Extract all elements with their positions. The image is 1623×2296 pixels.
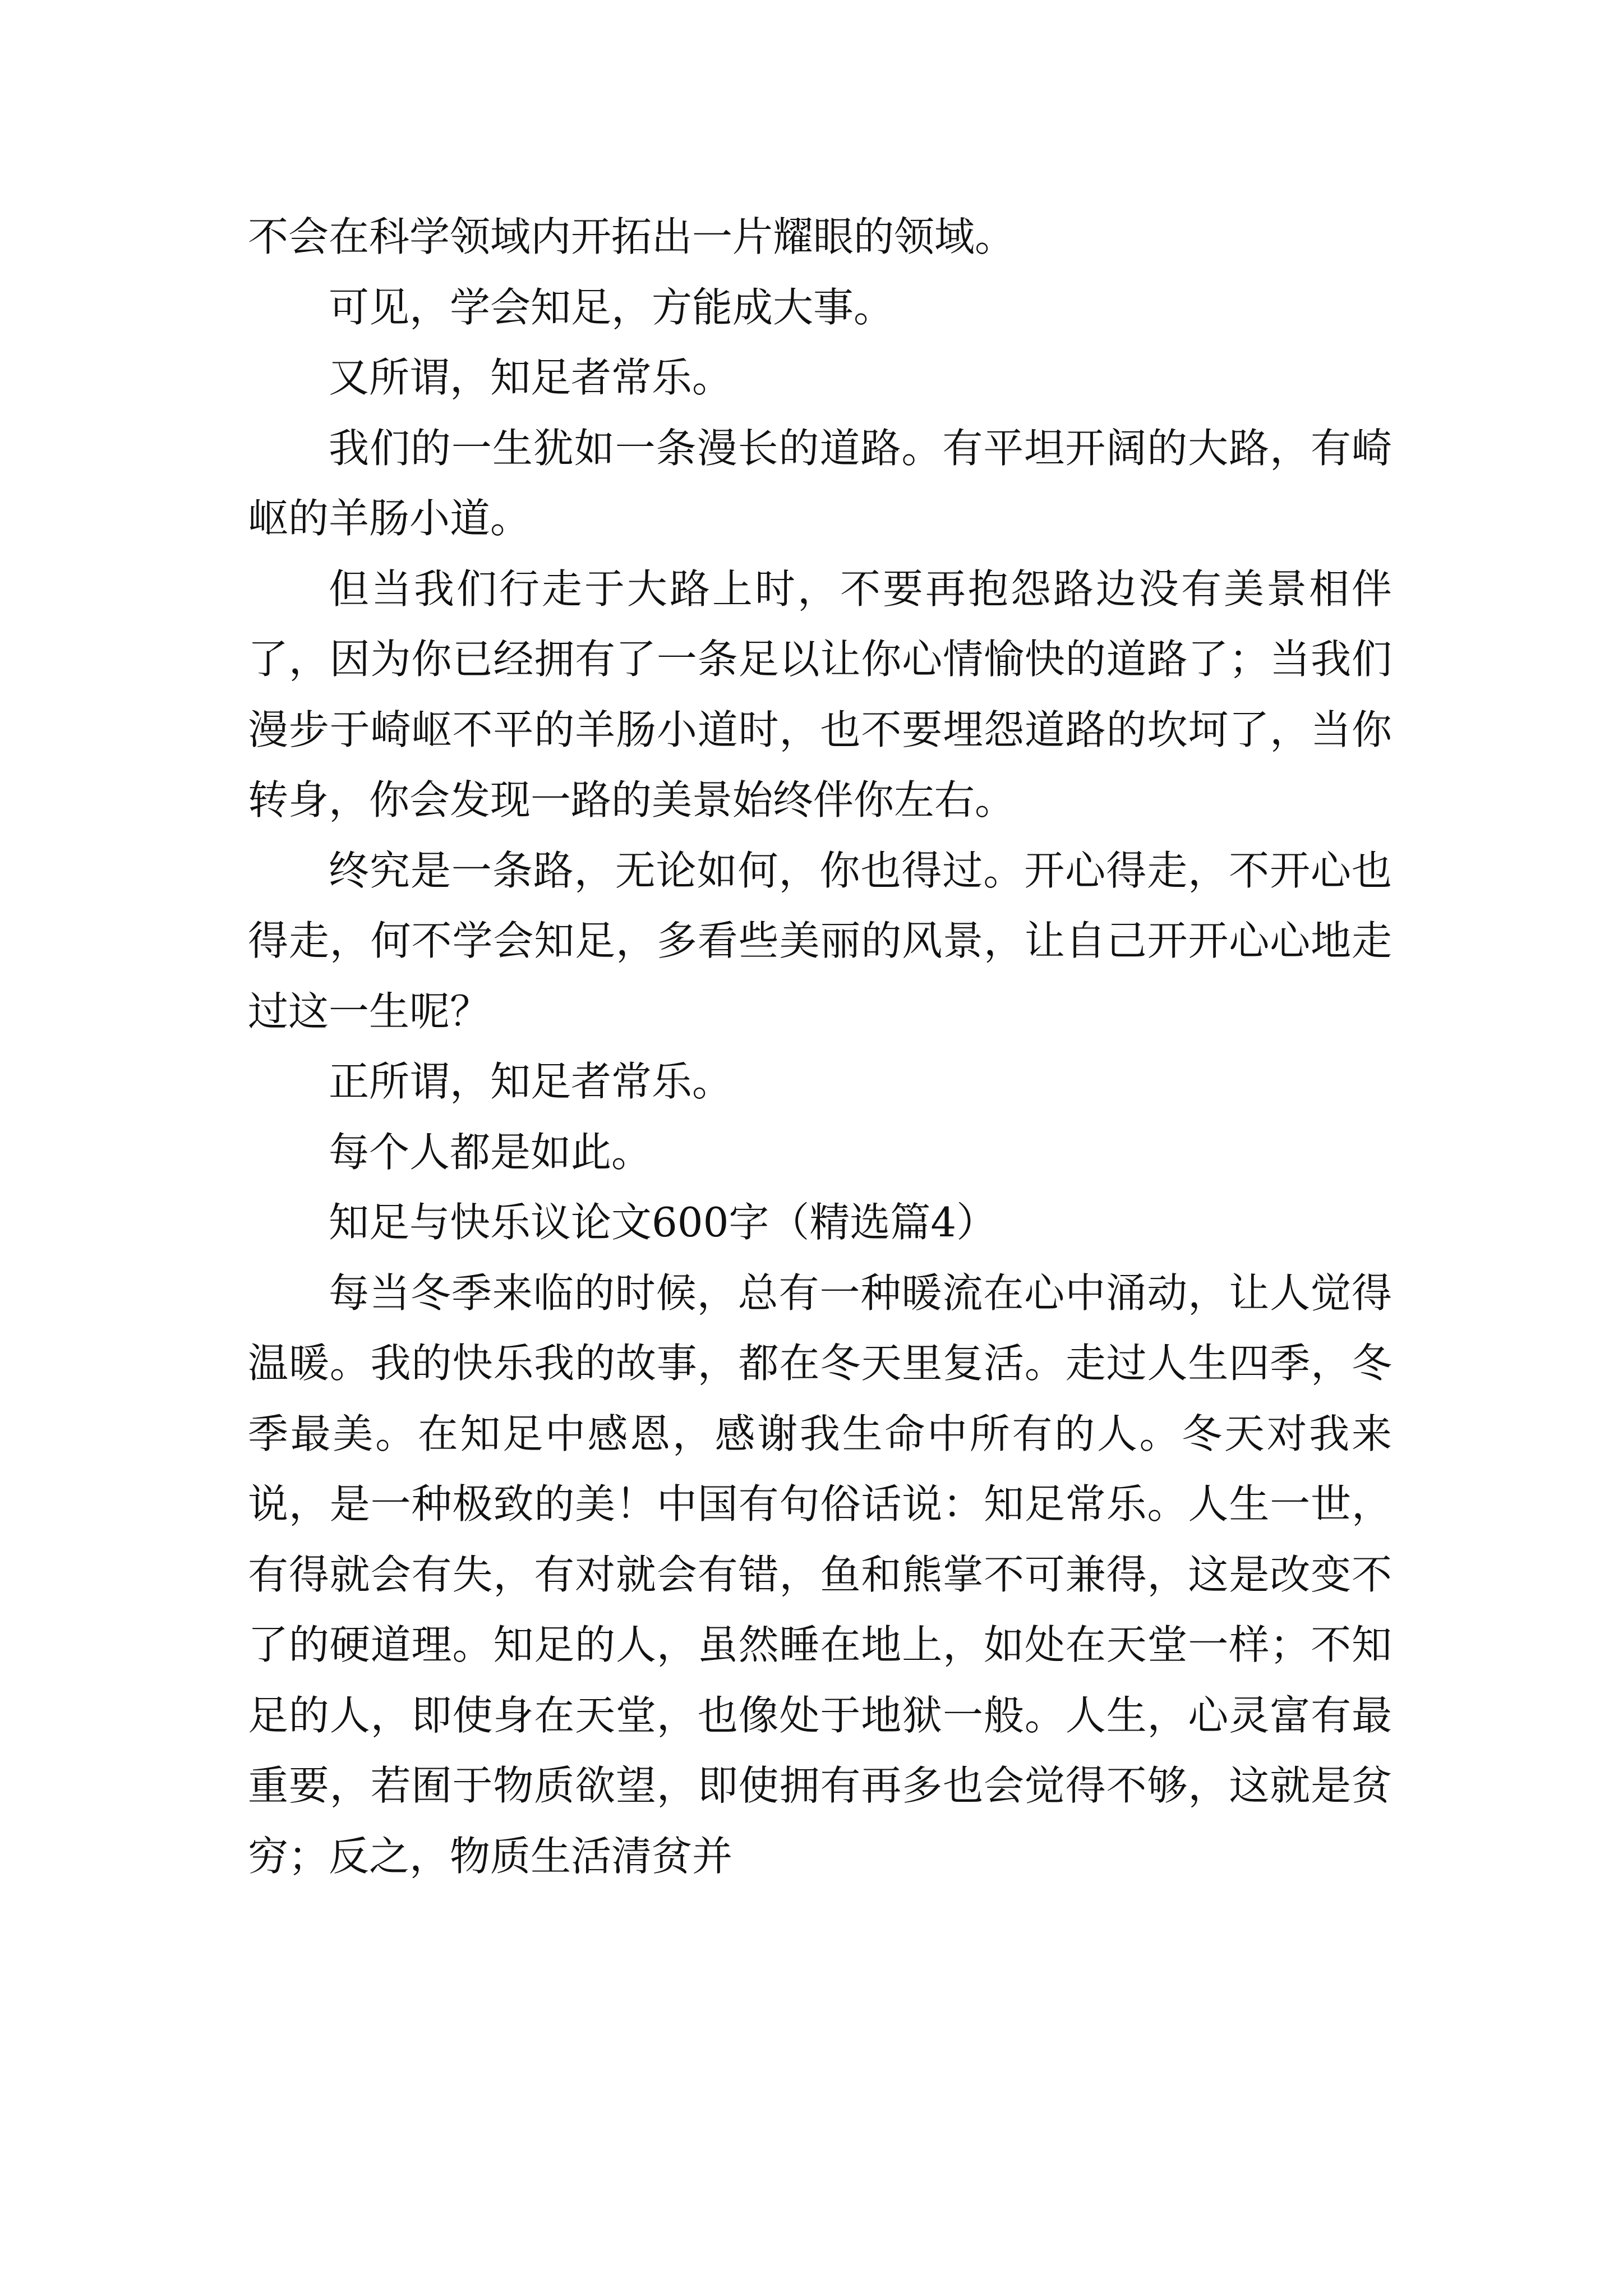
- paragraph: 每个人都是如此。: [329, 1128, 652, 1176]
- paragraph: 我们的一生犹如一条漫长的道路。有平坦开阔的大路，有崎岖的羊肠小道。: [248, 424, 1392, 542]
- paragraph: 可见，学会知足，方能成大事。: [329, 283, 895, 331]
- paragraph: 不会在科学领域内开拓出一片耀眼的领域。: [248, 213, 1016, 260]
- paragraph: 正所谓，知足者常乐。: [329, 1058, 733, 1105]
- paragraph: 每当冬季来临的时候，总有一种暖流在心中涌动，让人觉得温暖。我的快乐我的故事，都在冬天里复活。走过人生四季，冬季最美。在知足中感恩，感谢我生命中所有的人。冬天对我来说，是一种极致的美！中国有句俗话说：知足常乐。人生一世，有得就会有失，有对就会有错，鱼和熊掌不可兼得，这是改变不了的硬道理。知足的人，虽然睡在地上，如处在天堂一样；不知足的人，即使身在天堂，也像处于地狱一般。人生，心灵富有最重要，若囿于物质欲望，即使拥有再多也会觉得不够，这就是贫穷；反之，物质生活清贫并: [248, 1269, 1392, 1880]
- paragraph: 但当我们行走于大路上时，不要再抱怨路边没有美景相伴了，因为你已经拥有了一条足以让你心情愉快的道路了；当我们漫步于崎岖不平的羊肠小道时，也不要埋怨道路的坎坷了，当你转身，你会发现一路的美景始终伴你左右。: [248, 565, 1392, 823]
- section-heading: 知足与快乐议论文600字（精选篇4）: [329, 1199, 997, 1246]
- paragraph: 终究是一条路，无论如何，你也得过。开心得走，不开心也得走，何不学会知足，多看些美丽的风景，让自己开开心心地走过这一生呢？: [248, 846, 1392, 1035]
- document-body: [248, 202, 1392, 1892]
- paragraph: 又所谓，知足者常乐。: [329, 354, 733, 401]
